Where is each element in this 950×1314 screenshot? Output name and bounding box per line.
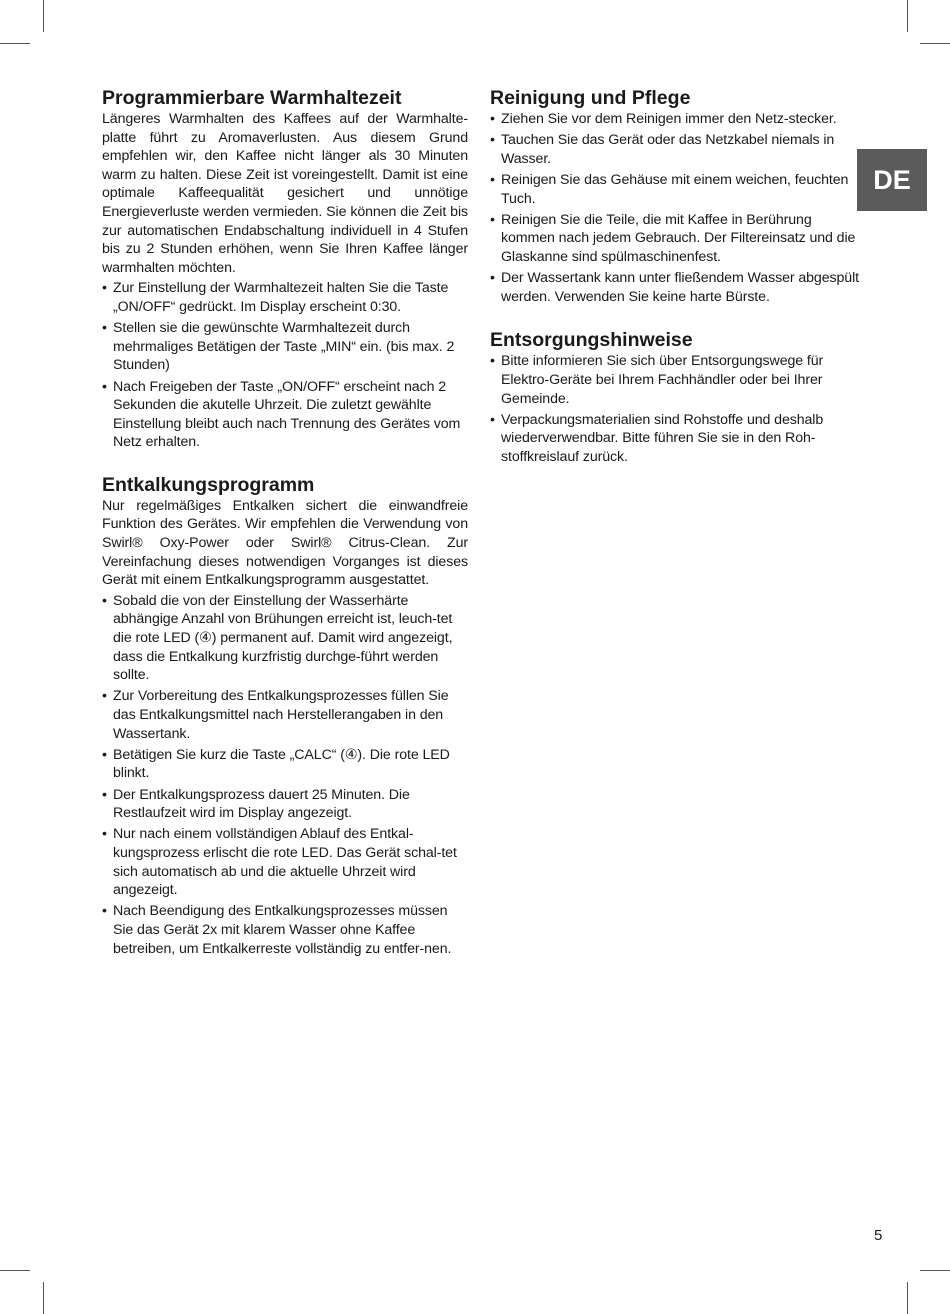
- list-item: • Sobald die von der Einstellung der Wasserhärte abhängige Anzahl von Brühungen erreicht ist, leuch-tet die rote LED (④) permanent auf. Damit wird angezeigt, dass die Entkalkung kurzfristig durchge-führt werden sollte.: [102, 592, 453, 684]
- bullet-list: [490, 352, 860, 466]
- left-column: [102, 86, 468, 979]
- section-heading: Entsorgungshinweise: [490, 329, 693, 352]
- page-number: 5: [874, 1227, 883, 1244]
- section-paragraph: Nur regelmäßiges Entkalken sichert die einwandfreie Funktion des Gerätes. Wir empfehlen die Verwendung von Swirl® Oxy-Power oder Swirl® Citrus-Clean. Zur Vereinfachung dieses notwendigen Vorganges ist dieses Gerät mit einem Entkalkungsprogramm ausgestattet.: [102, 497, 468, 589]
- section-heading: Reinigung und Pflege: [490, 87, 691, 109]
- list-item: • Zur Vorbereitung des Entkalkungsprozesses füllen Sie das Entkalkungsmittel nach Herstellerangaben in den Wassertank.: [102, 688, 449, 742]
- crop-mark: [0, 1270, 30, 1271]
- section-entsorgung: [490, 328, 860, 466]
- right-column: [490, 86, 860, 487]
- section-heading: Programmierbare Warmhaltezeit: [102, 87, 402, 109]
- section-heading: Entkalkungsprogramm: [102, 473, 315, 496]
- section-paragraph: Längeres Warmhalten des Kaffees auf der Warmhalte-platte führt zu Aromaverlusten. Aus diesem Grund empfehlen wir, den Kaffee nicht länger als 30 Minuten warm zu halten. Diese Zeit ist voreingestellt. Damit ist eine optimale Kaffeequalität gesichert und unnötige Energieverluste werden vermieden. Sie können die Zeit bis zur automatischen Endabschaltung individuell in 4 Stufen bis zu 2 Stunden erhöhen, wenn Sie Ihren Kaffee länger warmhalten möchten.: [102, 111, 468, 276]
- list-item: • Nach Freigeben der Taste „ON/OFF“ erscheint nach 2 Sekunden die akutelle Uhrzeit. Die zuletzt gewählte Einstellung bleibt auch nach Trennung des Gerätes vom Netz erhalten.: [102, 378, 461, 451]
- list-item: • Der Wassertank kann unter fließendem Wasser abgespült werden. Verwenden Sie keine harte Bürste.: [490, 270, 859, 305]
- crop-mark: [907, 0, 908, 32]
- language-tab: DE: [857, 149, 927, 211]
- list-item: • Zur Einstellung der Warmhaltezeit halten Sie die Taste „ON/OFF“ gedrückt. Im Display erscheint 0:30.: [102, 280, 449, 315]
- crop-mark: [920, 1270, 950, 1271]
- bullet-list: [102, 592, 468, 958]
- bullet-list: [490, 110, 860, 306]
- section-entkalkung: [102, 473, 468, 958]
- list-item: • Stellen sie die gewünschte Warmhaltezeit durch mehrmaliges Betätigen der Taste „MIN“ ein. (bis max. 2 Stunden): [102, 320, 455, 374]
- crop-mark: [43, 0, 44, 32]
- list-item: • Reinigen Sie das Gehäuse mit einem weichen, feuchten Tuch.: [490, 171, 849, 207]
- bullet-list: [102, 279, 468, 452]
- crop-mark: [907, 1282, 908, 1314]
- list-item: • Tauchen Sie das Gerät oder das Netzkabel niemals in Wasser.: [490, 132, 835, 167]
- list-item: • Ziehen Sie vor dem Reinigen immer den Netz-stecker.: [490, 111, 837, 127]
- list-item: • Reinigen Sie die Teile, die mit Kaffee in Berührung kommen nach jedem Gebrauch. Der Filtereinsatz und die Glaskanne sind spülmaschinenfest.: [490, 211, 856, 265]
- crop-mark: [0, 43, 30, 44]
- list-item: • Nur nach einem vollständigen Ablauf des Entkal-kungsprozess erlischt die rote LED. Das Gerät schal-tet sich automatisch ab und die aktuelle Uhrzeit wird angezeigt.: [102, 826, 457, 899]
- crop-mark: [920, 43, 950, 44]
- section-reinigung: [490, 86, 860, 306]
- section-warmhaltezeit: [102, 86, 468, 452]
- list-item: • Bitte informieren Sie sich über Entsorgungswege für Elektro-Geräte bei Ihrem Fachhändler oder bei Ihrer Gemeinde.: [490, 353, 824, 407]
- crop-mark: [43, 1282, 44, 1314]
- list-item: • Verpackungsmaterialien sind Rohstoffe und deshalb wiederverwendbar. Bitte führen Sie sie in den Roh-stoffkreislauf zurück.: [490, 411, 824, 465]
- list-item: • Nach Beendigung des Entkalkungsprozesses müssen Sie das Gerät 2x mit klarem Wasser ohne Kaffee betreiben, um Entkalkerreste vollständig zu entfer-nen.: [102, 903, 452, 957]
- list-item: • Der Entkalkungsprozess dauert 25 Minuten. Die Restlaufzeit wird im Display angezeigt.: [102, 786, 410, 822]
- list-item: • Betätigen Sie kurz die Taste „CALC“ (④). Die rote LED blinkt.: [102, 746, 450, 782]
